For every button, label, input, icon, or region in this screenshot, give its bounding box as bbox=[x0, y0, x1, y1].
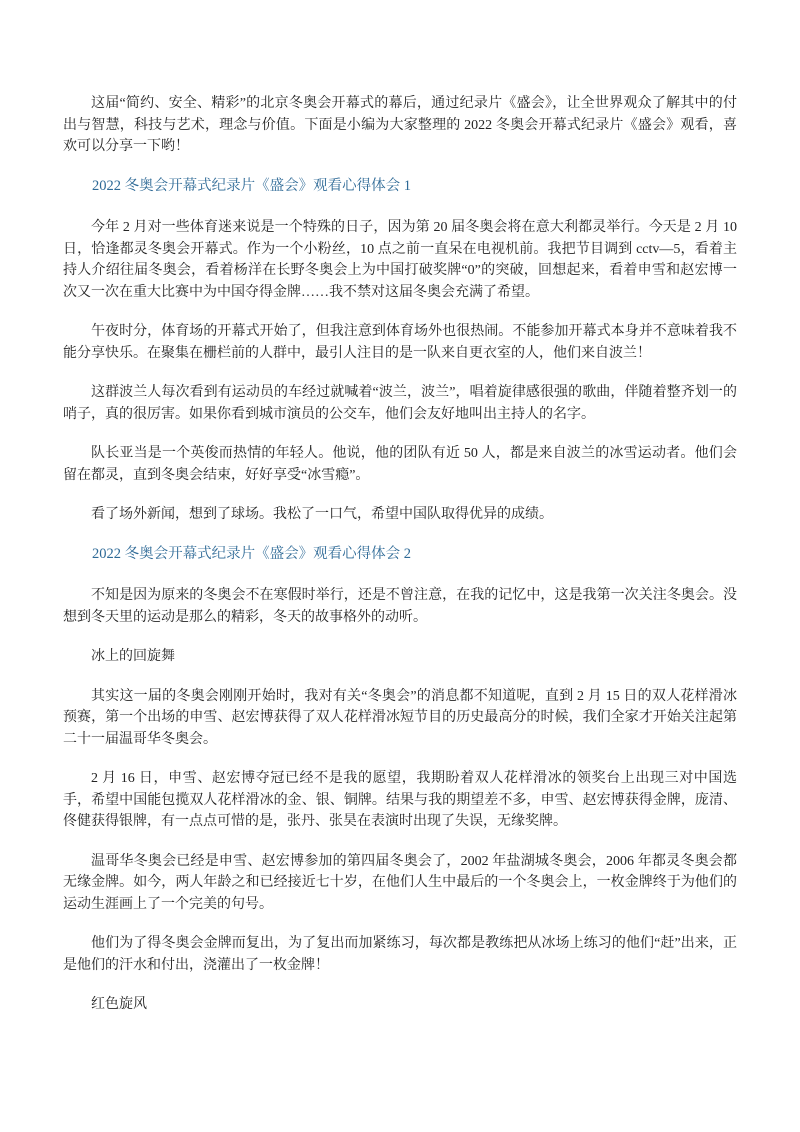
paragraph: 温哥华冬奥会已经是申雪、赵宏博参加的第四届冬奥会了，2002 年盐湖城冬奥会，2006 年都灵冬奥会都无缘金牌。如今，两人年龄之和已经接近七十岁，在他们人生中最后的一个冬奥会上，一枚金牌终于为他们的运动生涯画上了一个完美的句号。 bbox=[63, 853, 737, 912]
section-heading: 2022 冬奥会开幕式纪录片《盛会》观看心得体会 1 bbox=[92, 177, 411, 194]
section-heading: 2022 冬奥会开幕式纪录片《盛会》观看心得体会 2 bbox=[92, 545, 411, 562]
paragraph: 今年 2 月对一些体育迷来说是一个特殊的日子，因为第 20 届冬奥会将在意大利都灵举行。今天是 2 月 10 日，恰逢都灵冬奥会开幕式。作为一个小粉丝，10 点之前一直呆在电视机前。我把节目调到 cctv—5，看着主持人介绍往届冬奥会，看着杨洋在长野冬奥会上为中国打破奖牌“0”的突破，回想起来，看着申雪和赵宏博一次又一次在重大比赛中为中国夺得金牌……我不禁对这届冬奥会充满了希望。 bbox=[63, 220, 737, 300]
paragraph: 他们为了得冬奥会金牌而复出，为了复出而加紧练习，每次都是教练把从冰场上练习的他们“赶”出来，正是他们的汗水和付出，浇灌出了一枚金牌！ bbox=[63, 936, 737, 973]
paragraph: 2 月 16 日，申雪、赵宏博夺冠已经不是我的愿望，我期盼着双人花样滑冰的领奖台上出现三对中国选手，希望中国能包揽双人花样滑冰的金、银、铜牌。结果与我的期望差不多，申雪、赵宏博获得金牌，庞清、佟健获得银牌，有一点点可惜的是，张丹、张昊在表演时出现了失误，无缘奖牌。 bbox=[63, 771, 737, 829]
sub-heading: 冰上的回旋舞 bbox=[91, 649, 175, 664]
sub-heading: 红色旋风 bbox=[91, 997, 147, 1012]
paragraph: 这届“简约、安全、精彩”的北京冬奥会开幕式的幕后，通过纪录片《盛会》，让全世界观众了解其中的付出与智慧，科技与艺术，理念与价值。下面是小编为大家整理的 2022 冬奥会开幕式纪录片《盛会》观看，喜欢可以分享一下哟！ bbox=[63, 96, 737, 154]
paragraph: 不知是因为原来的冬奥会不在寒假时举行，还是不曾注意，在我的记忆中，这是我第一次关注冬奥会。没想到冬天里的运动是那么的精彩，冬天的故事格外的动听。 bbox=[63, 588, 737, 625]
paragraph: 其实这一届的冬奥会刚刚开始时，我对有关“冬奥会”的消息都不知道呢，直到 2 月 15 日的双人花样滑冰预赛，第一个出场的申雪、赵宏博获得了双人花样滑冰短节目的历史最高分的时候，我们全家才开始关注起第二十一届温哥华冬奥会。 bbox=[63, 688, 737, 747]
paragraph: 看了场外新闻，想到了球场。我松了一口气，希望中国队取得优异的成绩。 bbox=[91, 507, 553, 522]
paragraph: 午夜时分，体育场的开幕式开始了，但我注意到体育场外也很热闹。不能参加开幕式本身并不意味着我不能分享快乐。在聚集在栅栏前的人群中，最引人注目的是一队来自更衣室的人，他们来自波兰！ bbox=[63, 324, 737, 361]
paragraph: 队长亚当是一个英俊而热情的年轻人。他说，他的团队有近 50 人，都是来自波兰的冰雪运动者。他们会留在都灵，直到冬奥会结束，好好享受“冰雪瘾”。 bbox=[63, 446, 737, 483]
paragraph: 这群波兰人每次看到有运动员的车经过就喊着“波兰，波兰”，唱着旋律感很强的歌曲，伴随着整齐划一的哨子，真的很厉害。如果你看到城市演员的公交车，他们会友好地叫出主持人的名字。 bbox=[63, 385, 737, 422]
